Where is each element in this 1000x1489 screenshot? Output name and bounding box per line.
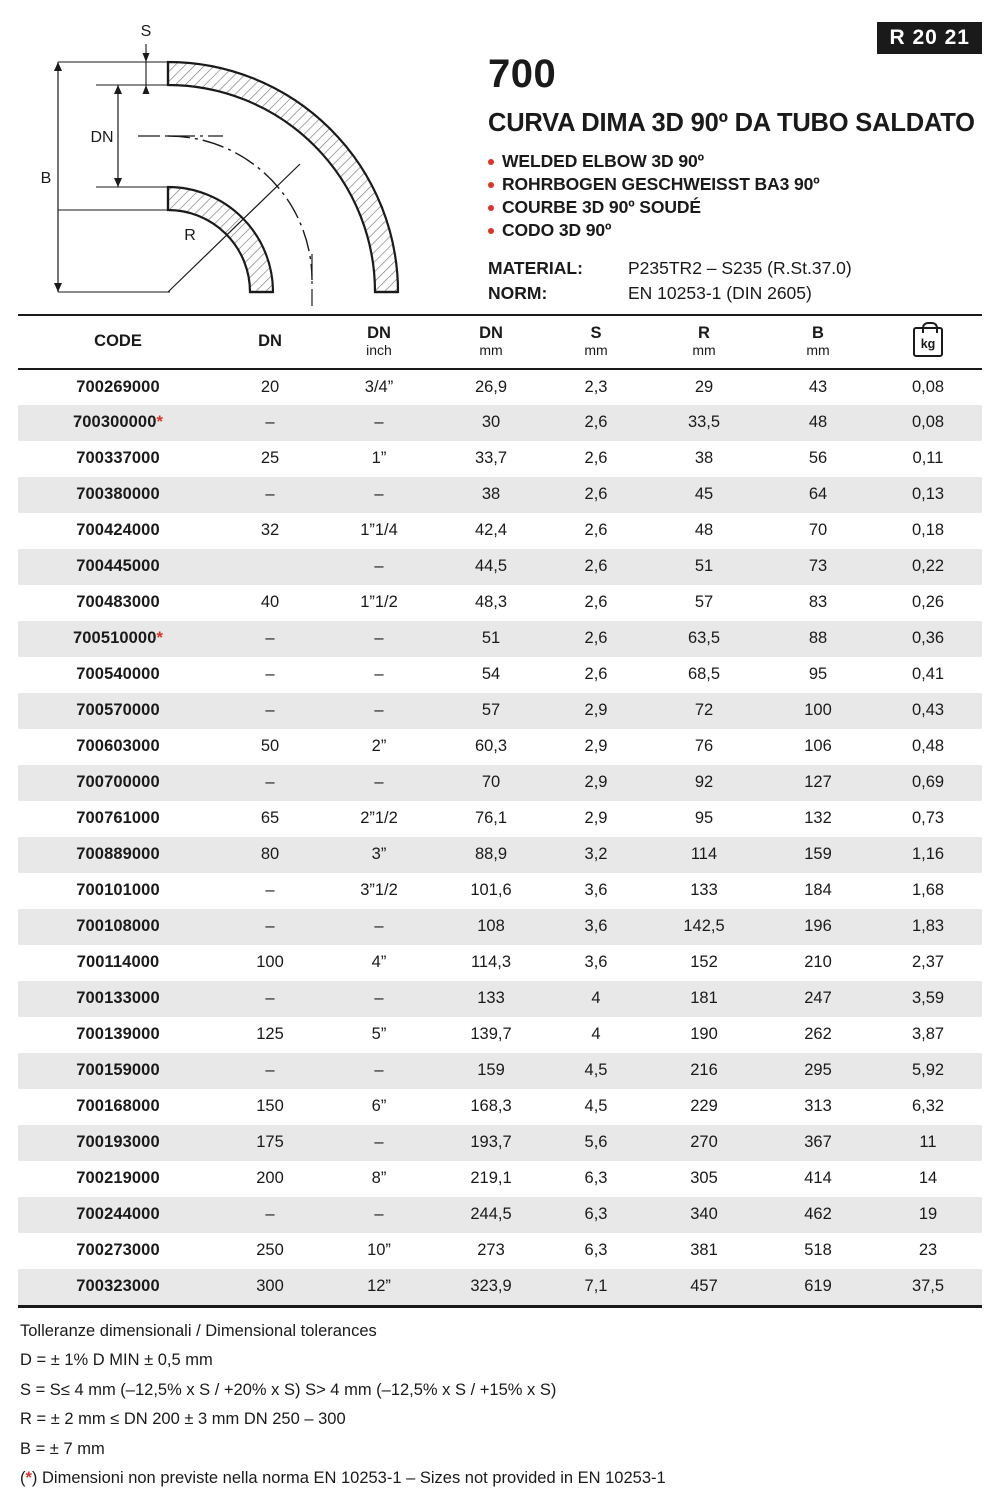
product-number: 700 [488, 52, 557, 96]
cell-dn: – [265, 1205, 275, 1224]
cell-s: 4 [591, 989, 601, 1008]
cell-kg: 2,37 [911, 953, 945, 972]
cell-dn-mm: 88,9 [474, 845, 508, 864]
cell-dn [218, 549, 322, 585]
cell-code: 700101000 [76, 881, 160, 900]
cell-b: 132 [804, 809, 832, 828]
cell-dn-inch: 4” [371, 953, 387, 972]
cell-dn-inch: 3/4” [364, 377, 394, 396]
cell-code: 700168000 [76, 1097, 160, 1116]
cell-b: 367 [804, 1133, 832, 1152]
list-item: ROHRBOGEN GESCHWEISST BA3 90º [488, 173, 982, 196]
header-text-block [488, 14, 982, 306]
note-line: Tolleranze dimensionali / Dimensional tolerances [20, 1321, 377, 1340]
header [18, 14, 982, 306]
cell-s: 4 [591, 1025, 601, 1044]
note-star-symbol: * [25, 1468, 32, 1487]
cell-b: 184 [804, 881, 832, 900]
cell-dn-inch: – [374, 665, 384, 684]
cell-dn-inch: 6” [371, 1097, 387, 1116]
cell-dn: 80 [260, 845, 280, 864]
cell-dn-inch: – [374, 557, 384, 576]
material-value: P235TR2 – S235 (R.St.37.0) [628, 258, 852, 279]
cell-kg: 0,18 [911, 521, 945, 540]
cell-r: 181 [690, 989, 718, 1008]
page-code-badge: R 20 21 [877, 22, 982, 54]
cell-r: 340 [690, 1205, 718, 1224]
cell-b: 247 [804, 989, 832, 1008]
cell-kg: 0,08 [911, 377, 945, 396]
cell-s: 2,9 [584, 737, 608, 756]
cell-b: 313 [804, 1097, 832, 1116]
cell-dn: 250 [256, 1241, 284, 1260]
translation-list [488, 150, 982, 242]
spec-block [488, 256, 982, 306]
column-header-dn [218, 315, 322, 369]
cell-dn-mm: 76,1 [474, 809, 508, 828]
cell-dn-mm: 133 [477, 989, 505, 1008]
cell-r: 216 [690, 1061, 718, 1080]
table-row [18, 873, 982, 909]
cell-dn-inch: – [374, 485, 384, 504]
cell-dn-inch: – [374, 989, 384, 1008]
cell-s: 2,6 [584, 593, 608, 612]
cell-dn-mm: 114,3 [470, 953, 512, 972]
table-row [18, 621, 982, 657]
cell-dn-mm: 42,4 [474, 521, 508, 540]
cell-dn: – [265, 665, 275, 684]
cell-kg: 19 [918, 1205, 938, 1224]
cell-dn-mm: 30 [481, 413, 501, 432]
cell-dn: 125 [256, 1025, 284, 1044]
cell-code: 700540000 [76, 665, 160, 684]
norm-row [488, 281, 982, 306]
cell-s: 7,1 [584, 1277, 608, 1296]
list-item: WELDED ELBOW 3D 90º [488, 150, 982, 173]
cell-r: 381 [690, 1241, 718, 1260]
drawing-label-r: R [184, 227, 196, 244]
cell-code: 700159000 [76, 1061, 160, 1080]
table-header [18, 315, 982, 369]
cell-s: 6,3 [584, 1241, 608, 1260]
cell-dn: – [265, 917, 275, 936]
cell-dn-inch: 1”1/4 [360, 521, 398, 540]
norm-label: NORM: [488, 282, 548, 303]
material-label: MATERIAL: [488, 258, 583, 279]
cell-s: 6,3 [584, 1205, 608, 1224]
cell-s: 4,5 [584, 1061, 608, 1080]
cell-dn: 20 [260, 377, 280, 396]
cell-s: 3,2 [584, 845, 608, 864]
cell-code: 700219000 [76, 1169, 160, 1188]
cell-kg: 5,92 [911, 1061, 945, 1080]
cell-dn-mm: 108 [477, 917, 505, 936]
cell-dn-mm: 44,5 [474, 557, 508, 576]
cell-code: 700510000* [72, 629, 164, 648]
cell-kg: 3,59 [911, 989, 945, 1008]
cell-r: 63,5 [687, 629, 721, 648]
table-row [18, 1233, 982, 1269]
cell-dn-mm: 219,1 [470, 1169, 512, 1188]
cell-dn-mm: 51 [481, 629, 501, 648]
cell-dn-mm: 48,3 [474, 593, 508, 612]
column-label: B [812, 324, 824, 342]
cell-dn-mm: 193,7 [470, 1133, 512, 1152]
cell-b: 210 [804, 953, 832, 972]
column-unit: mm [692, 342, 716, 359]
cell-b: 83 [808, 593, 828, 612]
table-row [18, 801, 982, 837]
cell-dn: – [265, 485, 275, 504]
material-row [488, 256, 982, 281]
cell-r: 29 [694, 377, 714, 396]
cell-s: 3,6 [584, 917, 608, 936]
table-row [18, 981, 982, 1017]
cell-code: 700570000 [76, 701, 160, 720]
weight-icon: kg [913, 327, 943, 357]
table-row [18, 585, 982, 621]
column-header-dn-inch [322, 315, 436, 369]
cell-dn: 65 [260, 809, 280, 828]
cell-code: 700114000 [76, 953, 160, 972]
table-row [18, 1053, 982, 1089]
cell-dn-mm: 139,7 [470, 1025, 512, 1044]
product-title: CURVA DIMA 3D 90º DA TUBO SALDATO [488, 109, 975, 137]
cell-kg: 6,32 [911, 1097, 945, 1116]
cell-r: 33,5 [687, 413, 721, 432]
table-row [18, 1269, 982, 1305]
cell-s: 2,6 [584, 521, 608, 540]
cell-r: 142,5 [683, 917, 725, 936]
cell-r: 152 [690, 953, 718, 972]
cell-dn-mm: 323,9 [470, 1277, 512, 1296]
cell-b: 95 [808, 665, 828, 684]
cell-kg: 0,73 [911, 809, 945, 828]
cell-b: 127 [804, 773, 832, 792]
cell-dn-inch: 2” [371, 737, 387, 756]
cell-dn-mm: 26,9 [474, 377, 508, 396]
note-line: D = ± 1% D MIN ± 0,5 mm [20, 1351, 213, 1370]
cell-b: 414 [804, 1169, 832, 1188]
cell-code: 700323000 [76, 1277, 160, 1296]
cell-kg: 1,68 [911, 881, 945, 900]
cell-dn-inch: – [374, 701, 384, 720]
cell-dn: – [265, 629, 275, 648]
table-row [18, 693, 982, 729]
dimensions-table [18, 314, 982, 1305]
cell-kg: 0,69 [911, 773, 945, 792]
cell-dn-mm: 168,3 [470, 1097, 512, 1116]
cell-code: 700300000* [72, 413, 164, 432]
cell-s: 4,5 [584, 1097, 608, 1116]
cell-b: 159 [804, 845, 832, 864]
drawing-label-dn: DN [90, 129, 114, 146]
table-row [18, 1197, 982, 1233]
cell-s: 2,6 [584, 449, 608, 468]
cell-dn: 40 [260, 593, 280, 612]
cell-r: 270 [690, 1133, 718, 1152]
table-row [18, 837, 982, 873]
table-row [18, 549, 982, 585]
cell-kg: 0,48 [911, 737, 945, 756]
note-star-prefix: ( [20, 1468, 26, 1487]
table-bottom-rule [18, 1305, 982, 1308]
cell-dn: – [265, 881, 275, 900]
cell-dn: 32 [260, 521, 280, 540]
table-row [18, 729, 982, 765]
cell-kg: 1,16 [911, 845, 945, 864]
cell-dn-inch: – [374, 1133, 384, 1152]
cell-code: 700424000 [76, 521, 160, 540]
cell-b: 100 [804, 701, 832, 720]
cell-dn-mm: 244,5 [470, 1205, 512, 1224]
norm-value: EN 10253-1 (DIN 2605) [628, 282, 812, 303]
cell-s: 3,6 [584, 953, 608, 972]
cell-s: 2,6 [584, 485, 608, 504]
column-label: CODE [94, 332, 142, 351]
cell-dn-inch: – [374, 773, 384, 792]
notes-block [18, 1321, 982, 1489]
table-row [18, 1161, 982, 1197]
cell-code: 700603000 [76, 737, 160, 756]
cell-dn-inch: 2”1/2 [360, 809, 398, 828]
cell-kg: 0,26 [911, 593, 945, 612]
cell-code: 700700000 [76, 773, 160, 792]
cell-kg: 0,43 [911, 701, 945, 720]
cell-dn: 200 [256, 1169, 284, 1188]
cell-dn: 300 [256, 1277, 284, 1296]
column-header-r [646, 315, 762, 369]
cell-dn-inch: 1” [371, 449, 387, 468]
cell-code: 700380000 [76, 485, 160, 504]
cell-b: 64 [808, 485, 828, 504]
cell-s: 2,6 [584, 413, 608, 432]
cell-r: 305 [690, 1169, 718, 1188]
column-header-weight [874, 315, 982, 369]
cell-s: 2,9 [584, 773, 608, 792]
column-label: R [698, 324, 710, 342]
column-unit: inch [366, 342, 392, 359]
cell-r: 229 [690, 1097, 718, 1116]
cell-code: 700273000 [76, 1241, 160, 1260]
star-marker: * [156, 629, 164, 648]
cell-dn-mm: 57 [481, 701, 501, 720]
table-row [18, 1017, 982, 1053]
cell-kg: 37,5 [911, 1277, 945, 1296]
cell-r: 45 [694, 485, 714, 504]
table-row [18, 405, 982, 441]
cell-kg: 11 [919, 1133, 937, 1152]
cell-dn-inch: – [374, 413, 384, 432]
cell-b: 196 [804, 917, 832, 936]
column-label: DN [479, 324, 503, 342]
note-line: S = S≤ 4 mm (–12,5% x S / +20% x S) S> 4 mm (–12,5% x S / +15% x S) [20, 1380, 557, 1399]
cell-dn: – [265, 413, 275, 432]
cell-r: 68,5 [687, 665, 721, 684]
cell-b: 43 [808, 377, 828, 396]
cell-kg: 1,83 [911, 917, 945, 936]
cell-code: 700133000 [76, 989, 160, 1008]
cell-r: 51 [694, 557, 714, 576]
column-label: DN [258, 332, 282, 351]
column-header-b [762, 315, 874, 369]
cell-dn-mm: 33,7 [474, 449, 508, 468]
cell-code: 700483000 [76, 593, 160, 612]
cell-kg: 0,08 [911, 413, 945, 432]
cell-code: 700108000 [76, 917, 160, 936]
cell-b: 106 [804, 737, 832, 756]
cell-r: 72 [694, 701, 714, 720]
cell-dn-inch: 3”1/2 [360, 881, 398, 900]
column-label: DN [367, 324, 391, 342]
cell-b: 462 [804, 1205, 832, 1224]
list-item: CODO 3D 90º [488, 219, 982, 242]
table-row [18, 657, 982, 693]
cell-r: 133 [690, 881, 718, 900]
cell-code: 700244000 [76, 1205, 160, 1224]
note-star [20, 1468, 982, 1489]
cell-s: 2,3 [584, 377, 608, 396]
table-row [18, 1089, 982, 1125]
cell-code: 700445000 [76, 557, 160, 576]
cell-s: 6,3 [584, 1169, 608, 1188]
cell-r: 57 [694, 593, 714, 612]
cell-kg: 0,22 [911, 557, 945, 576]
cell-r: 48 [694, 521, 714, 540]
note-line: R = ± 2 mm ≤ DN 200 ± 3 mm DN 250 – 300 [20, 1410, 346, 1429]
cell-dn-inch: 3” [371, 845, 387, 864]
cell-dn-inch: 5” [371, 1025, 387, 1044]
table-row [18, 369, 982, 405]
cell-s: 2,6 [584, 557, 608, 576]
cell-r: 190 [690, 1025, 718, 1044]
note-star-suffix: ) Dimensioni non previste nella norma EN 10253-1 – Sizes not provided in EN 10253-1 [31, 1468, 666, 1487]
cell-s: 2,6 [584, 629, 608, 648]
cell-b: 619 [804, 1277, 832, 1296]
cell-code: 700761000 [76, 809, 160, 828]
cell-code: 700337000 [76, 449, 160, 468]
cell-r: 38 [694, 449, 714, 468]
cell-dn-mm: 70 [481, 773, 501, 792]
cell-dn: 50 [260, 737, 280, 756]
table-row [18, 513, 982, 549]
cell-b: 73 [808, 557, 828, 576]
cell-r: 457 [690, 1277, 718, 1296]
cell-code: 700889000 [76, 845, 160, 864]
cell-s: 2,6 [584, 665, 608, 684]
cell-dn: 100 [256, 953, 284, 972]
cell-kg: 0,13 [911, 485, 945, 504]
cell-s: 2,9 [584, 701, 608, 720]
column-unit: mm [479, 342, 503, 359]
cell-dn-mm: 273 [477, 1241, 505, 1260]
cell-r: 92 [694, 773, 714, 792]
table-body [18, 369, 982, 1305]
table-header-row [18, 315, 982, 369]
cell-s: 3,6 [584, 881, 608, 900]
cell-dn-inch: – [374, 1205, 384, 1224]
cell-b: 262 [804, 1025, 832, 1044]
cell-dn-mm: 101,6 [470, 881, 512, 900]
cell-b: 88 [808, 629, 828, 648]
column-unit: mm [806, 342, 830, 359]
cell-kg: 3,87 [911, 1025, 945, 1044]
cell-b: 70 [808, 521, 828, 540]
table-row [18, 765, 982, 801]
cell-b: 295 [804, 1061, 832, 1080]
cell-dn-inch: – [374, 917, 384, 936]
cell-dn: – [265, 1061, 275, 1080]
cell-dn: 175 [256, 1133, 284, 1152]
cell-dn-inch: – [374, 1061, 384, 1080]
cell-dn-inch: – [374, 629, 384, 648]
column-header-s [546, 315, 646, 369]
list-item: COURBE 3D 90º SOUDÉ [488, 196, 982, 219]
cell-s: 5,6 [584, 1133, 608, 1152]
cell-dn-mm: 54 [481, 665, 501, 684]
cell-b: 48 [808, 413, 828, 432]
cell-kg: 0,41 [911, 665, 945, 684]
note-line: B = ± 7 mm [20, 1439, 105, 1458]
cell-dn-mm: 159 [477, 1061, 505, 1080]
cell-code: 700269000 [76, 377, 160, 396]
cell-dn: – [265, 773, 275, 792]
cell-code: 700139000 [76, 1025, 160, 1044]
column-header-dn-mm [436, 315, 546, 369]
table-row [18, 441, 982, 477]
column-header-code [18, 315, 218, 369]
table-row [18, 909, 982, 945]
cell-kg: 0,36 [911, 629, 945, 648]
column-unit: mm [584, 342, 608, 359]
cell-dn: – [265, 701, 275, 720]
cell-dn: 25 [260, 449, 280, 468]
table-row [18, 477, 982, 513]
cell-kg: 14 [918, 1169, 938, 1188]
cell-code: 700193000 [76, 1133, 160, 1152]
cell-dn-mm: 38 [481, 485, 501, 504]
cell-dn: – [265, 989, 275, 1008]
cell-r: 114 [690, 845, 718, 864]
table-row [18, 945, 982, 981]
cell-b: 56 [808, 449, 828, 468]
cell-b: 518 [804, 1241, 832, 1260]
drawing-label-s: S [140, 23, 152, 40]
cell-dn: 150 [256, 1097, 284, 1116]
cell-dn-inch: 12” [367, 1277, 391, 1296]
cell-r: 95 [694, 809, 714, 828]
cell-dn-mm: 60,3 [474, 737, 508, 756]
cell-dn-inch: 10” [367, 1241, 391, 1260]
cell-kg: 23 [918, 1241, 938, 1260]
cell-kg: 0,11 [912, 449, 944, 468]
drawing-label-b: B [40, 170, 52, 187]
column-label: S [590, 324, 602, 342]
cell-dn-inch: 1”1/2 [360, 593, 398, 612]
cell-dn-inch: 8” [371, 1169, 387, 1188]
cell-r: 76 [694, 737, 714, 756]
cell-s: 2,9 [584, 809, 608, 828]
star-marker: * [156, 413, 164, 432]
technical-drawing [18, 14, 488, 306]
table-row [18, 1125, 982, 1161]
